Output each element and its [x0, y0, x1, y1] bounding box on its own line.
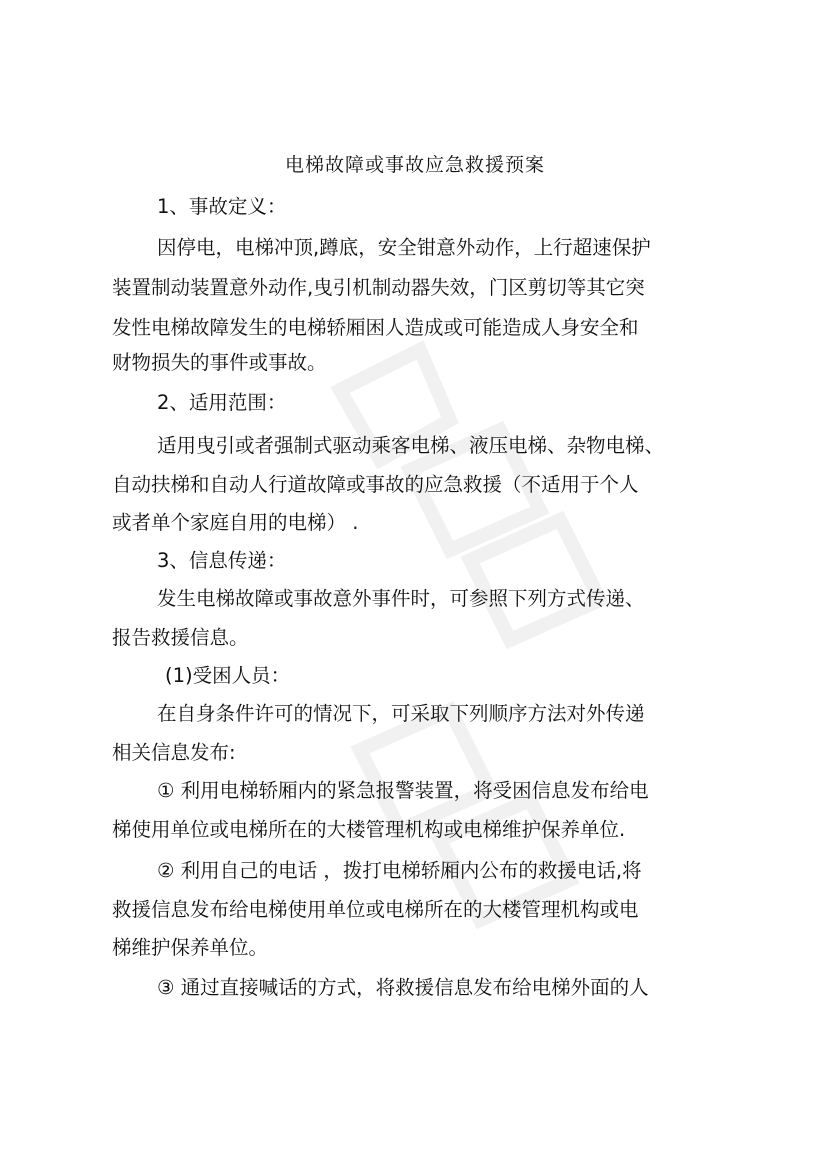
- paragraph-line: 救援信息发布给电梯使用单位或电梯所在的大楼管理机构或电: [112, 898, 639, 921]
- subsection-heading: (1)受困人员：: [165, 664, 291, 687]
- paragraph-line: 适用曳引或者强制式驱动乘客电梯、液压电梯、杂物电梯、: [157, 434, 665, 457]
- paragraph-line: 自动扶梯和自动人行道故障或事故的应急救援（不适用于个人: [112, 473, 639, 496]
- paragraph-line: 梯维护保养单位。: [112, 936, 269, 959]
- paragraph-line: 相关信息发布:: [112, 741, 236, 764]
- paragraph-line: 装置制动装置意外动作,曳引机制动器失效，门区剪切等其它突: [112, 276, 645, 299]
- paragraph-line: 报告救援信息。: [112, 626, 249, 649]
- paragraph-line: 财物损失的事件或事故。: [112, 351, 327, 374]
- section-heading-1: 1、事故定义：: [157, 195, 287, 218]
- paragraph-line: 发性电梯故障发生的电梯轿厢困人造成或可能造成人身安全和: [112, 316, 639, 339]
- section-heading-3: 3、信息传递：: [157, 549, 287, 572]
- section-heading-2: 2、适用范围：: [157, 391, 287, 414]
- document-title: 电梯故障或事故应急救援预案: [284, 154, 545, 176]
- list-item-2: ② 利用自己的电话 ，拨打电梯轿厢内公布的救援电话,将: [157, 859, 642, 882]
- list-item-1: ① 利用电梯轿厢内的紧急报警装置，将受困信息发布给电: [157, 779, 649, 802]
- paragraph-line: 在自身条件许可的情况下，可采取下列顺序方法对外传递: [157, 702, 645, 725]
- paragraph-line: 梯使用单位或电梯所在的大楼管理机构或电梯维护保养单位.: [112, 818, 626, 841]
- paragraph-line: 因停电，电梯冲顶,蹲底，安全钳意外动作，上行超速保护: [157, 236, 651, 259]
- paragraph-line: 发生电梯故障或事故意外事件时，可参照下列方式传递、: [157, 587, 645, 610]
- list-item-3: ③ 通过直接喊话的方式，将救援信息发布给电梯外面的人: [157, 976, 649, 999]
- watermark-graphic: [300, 330, 680, 950]
- paragraph-line: 或者单个家庭自用的电梯） .: [112, 511, 359, 534]
